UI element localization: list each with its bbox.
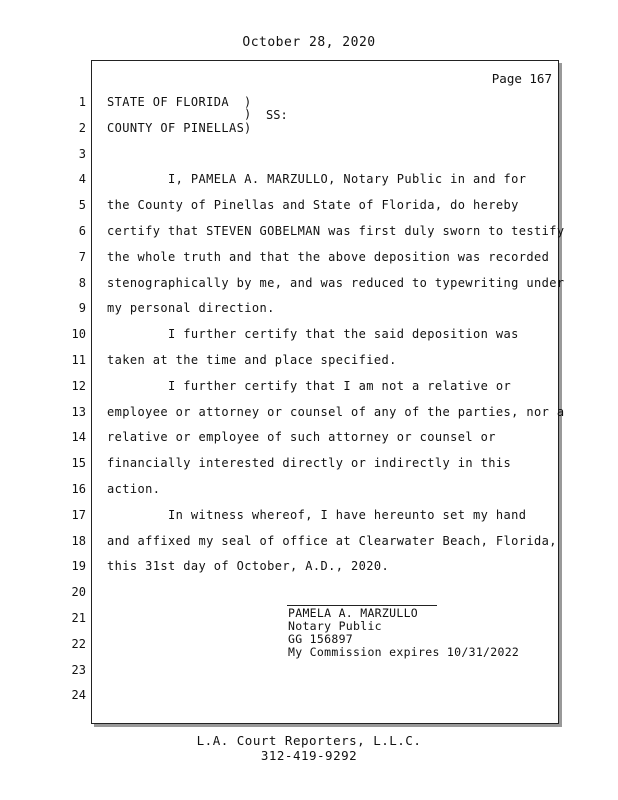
line-number: 19 [71, 559, 86, 574]
line-number: 15 [71, 456, 86, 471]
line-text: I further certify that the said deposition was [107, 327, 519, 342]
line-text: financially interested directly or indirectly in this [107, 456, 512, 471]
signature-name: PAMELA A. MARZULLO [288, 606, 419, 620]
line-number: 7 [78, 249, 86, 264]
line-number: 22 [71, 636, 86, 651]
caption-state: STATE OF FLORIDA [107, 95, 229, 109]
signature-title: Notary Public [288, 619, 382, 633]
footer-company: L.A. Court Reporters, L.L.C. [196, 733, 422, 748]
line-text: relative or employee of such attorney or counsel or [107, 430, 496, 445]
signature-id: GG 156897 [288, 632, 354, 646]
caption-paren-2: ) [244, 107, 252, 121]
line-number: 10 [71, 327, 86, 342]
line-number: 5 [78, 198, 86, 213]
caption-county: COUNTY OF PINELLAS [107, 121, 245, 135]
line-text: action. [107, 482, 161, 496]
line-number: 1 [78, 95, 86, 109]
line-number: 17 [71, 507, 86, 522]
line-text: I, PAMELA A. MARZULLO, Notary Public in and for [107, 172, 527, 187]
line-number: 12 [71, 378, 86, 393]
line-number: 20 [71, 585, 86, 600]
signature-commission: My Commission expires 10/31/2022 [288, 645, 520, 659]
line-text: this 31st day of October, A.D., 2020. [107, 559, 390, 574]
caption-paren-1: ) [244, 95, 252, 109]
footer-phone: 312-419-9292 [260, 748, 358, 763]
line-number: 4 [78, 172, 86, 187]
line-number: 11 [71, 353, 86, 367]
line-number: 24 [71, 688, 86, 703]
line-number: 18 [71, 533, 86, 548]
line-text: the whole truth and that the above deposition was recorded [107, 249, 550, 264]
line-number: 13 [71, 404, 86, 419]
caption-ss: SS: [266, 108, 288, 122]
line-number: 8 [78, 275, 86, 290]
line-text: stenographically by me, and was reduced to typewriting under [107, 275, 565, 290]
line-text: In witness whereof, I have hereunto set my hand [107, 507, 527, 522]
line-number: 23 [71, 662, 86, 677]
line-text: my personal direction. [107, 301, 275, 316]
line-text: taken at the time and place specified. [107, 353, 397, 367]
line-text: certify that STEVEN GOBELMAN was first duly sworn to testify [107, 224, 565, 238]
page-number: Page 167 [491, 71, 552, 86]
line-number: 3 [78, 146, 86, 161]
line-number: 9 [78, 301, 86, 316]
line-number: 2 [78, 120, 86, 135]
line-number: 6 [78, 224, 86, 238]
line-number: 14 [71, 430, 86, 445]
line-text: I further certify that I am not a relative or [107, 378, 512, 393]
line-number: 16 [71, 482, 86, 496]
line-text: and affixed my seal of office at Clearwater Beach, Florida, [107, 533, 557, 548]
line-number: 21 [71, 611, 86, 625]
caption-paren-3: ) [244, 121, 252, 135]
line-text: employee or attorney or counsel of any of the parties, nor a [107, 404, 565, 419]
header-date: October 28, 2020 [242, 35, 376, 50]
line-text: the County of Pinellas and State of Florida, do hereby [107, 198, 519, 213]
